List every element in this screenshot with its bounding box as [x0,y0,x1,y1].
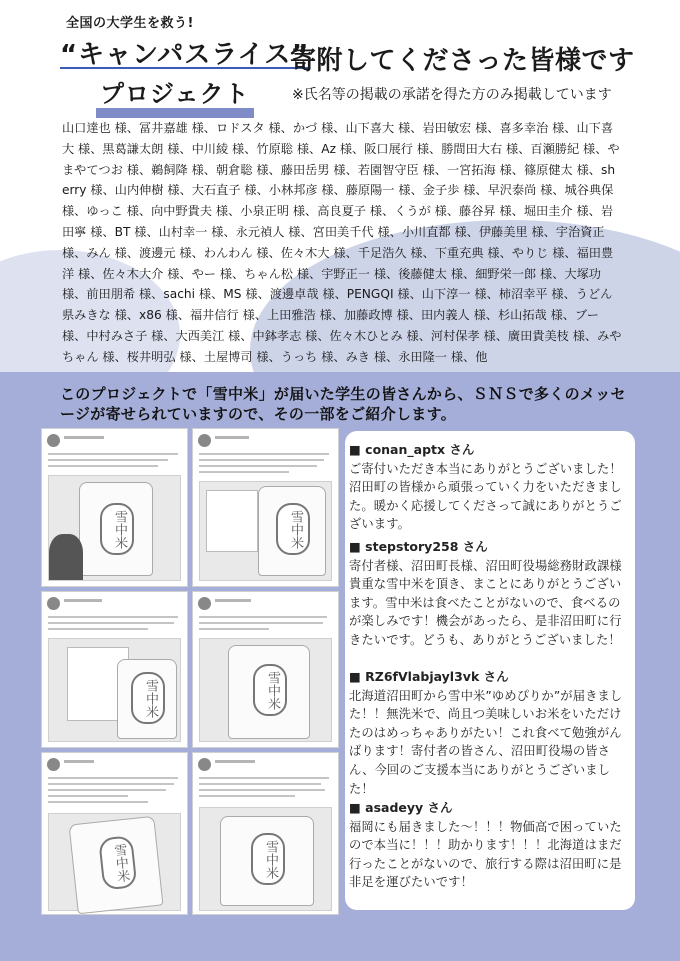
message-author: ■ asadeyy さん [349,800,453,815]
sns-post-screenshot [41,591,188,748]
rice-bag-image [228,645,310,739]
sns-post-screenshot [192,591,339,748]
rice-bag-image [117,659,177,739]
rice-bag-image [220,816,314,906]
avatar [47,434,60,447]
message-item [349,799,631,892]
donor-section [0,0,680,372]
avatar [198,434,211,447]
header-note: ※氏名等の掲載の承諾を得た方のみ掲載しています [292,87,612,103]
sns-post-screenshot [41,428,188,587]
rice-bag-label: 雪中米 [253,664,287,716]
donor-list: 山口達也 様、冨井嘉雄 様、ロドスタ 様、かづ 様、山下喜大 様、岩田敏宏 様、喜多幸治 様、山下喜大 様、黒葛謙太朗 様、中川綾 様、竹原聡 様、Az 様、阪口展行 様、勝間田大右 様、百瀬勝紀 様、やまやてつお 様、鵜飼降 様、朝倉聡 様、藤田岳男 様、若園智守臣 様、一宮拓海 様、篠原健太 様、sherry 様、山内伸樹 様、大石直子 様、小林邦彦 様、藤原陽一 様、金子歩 様、早沢泰尚 様、城谷典保 様、ゆっこ 様、向中野貴夫 様、小泉正明 様、高良夏子 様、くうが 様、藤谷昇 様、堀田圭介 様、岩田寧 様、BT 様、山村幸一 様、永元禎人 様、宮田美千代 様、小川直都 様、伊藤美里 様、宇治資正 様、みん 様、渡邊元 様、わんわん 様、佐々木大 様、千足浩久 様、下重充典 様、やりじ 様、福田豊洋 様、佐々木大介 様、やー 様、ちゃん松 様、宇野正一 様、後藤健太 様、細野栄一郎 様、大塚功 様、前田朋希 様、sachi 様、MS 様、渡邊卓哉 様、PENGQI 様、山下淳一 様、柿沼幸平 様、うどん県みきな 様、x86 様、福井信行 様、上田雅浩 様、加藤政博 様、田内義人 様、杉山拓哉 様、ブー 様、中村みさ子 様、大西美江 様、中鉢孝志 様、佐々木ひとみ 様、河村保孝 様、廣田貴美枝 様、みやちゃん 様、桜井明弘 様、土屋博司 様、うっち 様、みき 様、永田隆一 様、他 [62,121,622,364]
messages-intro: このプロジェクトで「雪中米」が届いた学生の皆さんから、ＳＮＳで多くのメッセージが寄せられていますので、その一部をご紹介します。 [60,385,626,423]
avatar [47,597,60,610]
rice-bag-label: 雪中米 [131,672,165,724]
message-body: 福岡にも届きました～！！！物価高で困っていたので本当に！！！助かります！！！北海道はまだ行ったことがないので、旅行する際は沼田町に是非足を運びたいです！ [349,819,622,890]
rice-bag-image [69,816,164,914]
message-author: ■ RZ6fVlabjayl3vk さん [349,669,509,684]
dog-image [49,534,83,580]
sns-post-screenshot [192,752,339,915]
message-body: ご寄付いただき本当にありがとうございました！沼田町の皆様から頑張っていく力をいただきました。暖かく応援してくださって誠にありがとうございます。 [349,461,622,532]
post-photo [48,475,181,581]
rice-bag-label: 雪中米 [251,833,285,885]
sns-post-screenshot [41,752,188,915]
header-kicker: 全国の大学生を救う! [66,16,194,31]
rice-bag-image [79,482,153,576]
post-photo [48,813,181,911]
rice-bag-label: 雪中米 [276,503,310,555]
letter-image [206,490,258,552]
header-campus-rice: “キャンパスライス” [60,40,310,70]
header-project-label: プロジェクト [96,80,254,118]
rice-bag-image [258,486,326,576]
message-body: 寄付者様、沼田町長様、沼田町役場総務財政課様貴重な雪中米を頂き、まことにありがとうございます。雪中米は食べたことがないので、食べるのが楽しみです！機会があったら、是非沼田町に行きたいです。どうも、ありがとうございました！ [349,558,622,647]
rice-bag-label: 雪中米 [98,835,137,890]
messages-section [0,372,680,961]
message-item [349,441,631,534]
page-title: 寄附してくださった皆様です [290,46,635,76]
avatar [47,758,60,771]
post-photo [199,638,332,742]
avatar [198,758,211,771]
post-photo [199,807,332,911]
message-author: ■ stepstory258 さん [349,539,488,554]
sns-screenshots [41,428,337,913]
message-item [349,668,631,798]
message-body: 北海道沼田町から雪中米”ゆめぴりか”が届きました！！無洗米で、尚且つ美味しいお米をいただけたのはめっちゃありがたい！これ食べて勉強がんばります！寄付者の皆さん、沼田町役場の皆さん、今回のご支援本当にありがとうございました！ [349,688,623,796]
avatar [198,597,211,610]
message-item [349,538,631,650]
messages-panel [345,431,635,910]
header-project [96,74,254,109]
post-photo [199,481,332,581]
sns-post-screenshot [192,428,339,587]
rice-bag-label: 雪中米 [100,503,134,555]
post-photo [48,638,181,742]
message-author: ■ conan_aptx さん [349,442,475,457]
